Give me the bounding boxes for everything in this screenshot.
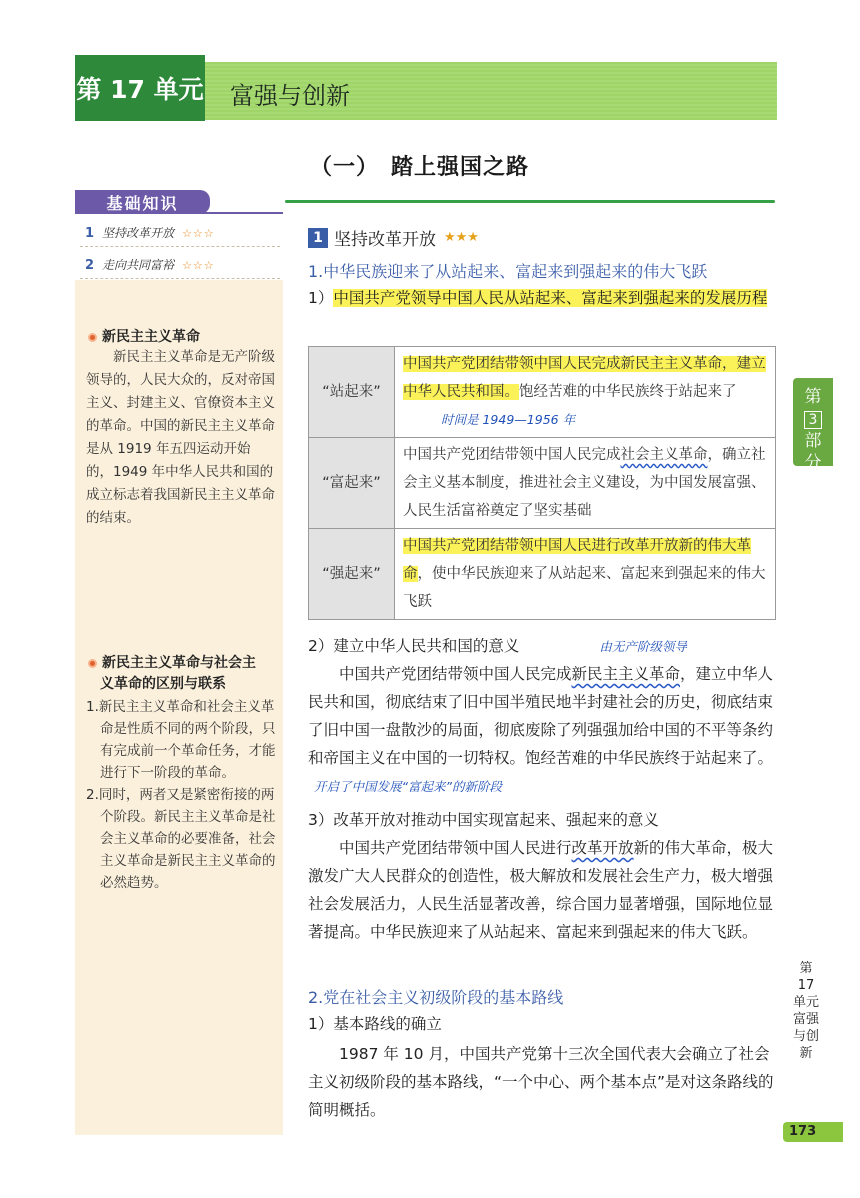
paragraph: 中国共产党团结带领中国人民完成新民主主义革命，建立中华人民共和国，彻底结束了旧中国半殖民地半封建社会的历史，彻底结束了旧中国一盘散沙的局面，彻底废除了列强强加给中国的不平等条约和帝国主义在中国的一切特权。饱经苦难的中华民族终于站起来了。开启了中国发展“富起来”的新阶段 xyxy=(308,665,774,794)
bullet-icon xyxy=(88,333,97,342)
unit-label: 第 17 单元 xyxy=(75,55,205,121)
table-row xyxy=(309,529,776,620)
row-header: “富起来” xyxy=(309,438,395,529)
note-text: 新民主主义革命是无产阶级领导的，人民大众的，反对帝国主义、封建主义、官僚资本主义的革命。中国的新民主主义革命是从 1919 年五四运动开始的，1949 年中华人民共和国的成立标志着我国新民主主义革命的结束。 xyxy=(86,349,275,526)
basics-tab: 基础知识 xyxy=(75,190,210,214)
basics-item-2: 2 走向共同富裕 ☆☆☆ xyxy=(85,258,215,273)
star-icon: ★★★ xyxy=(444,230,479,245)
unit-title: 富强与创新 xyxy=(230,82,350,110)
bullet-icon xyxy=(88,659,97,668)
knowledge-point-heading: 1 坚持改革开放 ★★★ xyxy=(308,225,479,250)
part-tab: 第 3 部 分 xyxy=(793,378,833,466)
table-row xyxy=(309,347,776,438)
development-table xyxy=(308,346,776,620)
row-header: “强起来” xyxy=(309,529,395,620)
section-title: （一） 踏上强国之路 xyxy=(310,155,530,180)
star-icon: ☆☆☆ xyxy=(182,259,215,272)
list-item: 1.新民主主义革命和社会主义革命是性质不同的两个阶段，只有完成前一个革命任务，才能进行下一阶段的革命。 xyxy=(86,699,276,781)
table-cell: 中国共产党团结带领中国人民完成新民主主义革命，建立中华人民共和国。饱经苦难的中华民族终于站起来了时间是 1949—1956 年 xyxy=(395,347,776,438)
page-number: 173 xyxy=(783,1122,843,1142)
basics-item-1: 1 坚持改革开放 ☆☆☆ xyxy=(85,226,215,241)
divider xyxy=(80,246,280,247)
paragraph: 1）中国共产党领导中国人民从站起来、富起来到强起来的发展历程 xyxy=(308,289,768,307)
list-item: 2.同时，两者又是紧密衔接的两个阶段。新民主主义革命是社会主义革命的必要准备，社会主义革命是新民主主义革命的必然趋势。 xyxy=(86,787,276,891)
heading-1: 2.党在社会主义初级阶段的基本路线 xyxy=(308,988,564,1007)
note-list xyxy=(86,696,276,894)
paragraph: 中国共产党团结带领中国人民进行改革开放新的伟大革命，极大激发广大人民群众的创造性，极大解放和发展社会生产力，极大增强社会发展活力，人民生活显著改善，综合国力显著增强，国际地位显著提高。中华民族迎来了从站起来、富起来到强起来的伟大飞跃。 xyxy=(308,839,774,941)
paragraph: 3）改革开放对推动中国实现富起来、强起来的意义 xyxy=(308,811,659,829)
table-cell: 中国共产党团结带领中国人民完成社会主义革命，确立社会主义基本制度，推进社会主义建设，为中国发展富强、人民生活富裕奠定了坚实基础 xyxy=(395,438,776,529)
handwritten-note: 时间是 1949—1956 年 xyxy=(441,412,576,427)
paragraph: 2）建立中华人民共和国的意义 由无产阶级领导 xyxy=(308,637,687,655)
note-title-new-democratic-revolution: 新民主主义革命 xyxy=(88,326,200,346)
paragraph: 1987 年 10 月，中国共产党第十三次全国代表大会确立了社会主义初级阶段的基本路线，“一个中心、两个基本点”是对这条路线的简明概括。 xyxy=(308,1045,774,1119)
handwritten-note: 开启了中国发展“富起来”的新阶段 xyxy=(314,779,502,794)
divider xyxy=(80,278,280,279)
section-rule xyxy=(285,200,775,203)
heading-1: 1.中华民族迎来了从站起来、富起来到强起来的伟大飞跃 xyxy=(308,262,708,281)
star-icon: ☆☆☆ xyxy=(182,227,215,240)
side-unit-label: 第17单元 富强与创新 xyxy=(793,961,833,1061)
note-title-difference: 新民主主义革命与社会主 义革命的区别与联系 xyxy=(88,653,278,695)
table-row xyxy=(309,438,776,529)
paragraph: 1）基本路线的确立 xyxy=(308,1015,442,1033)
table-cell: 中国共产党团结带领中国人民进行改革开放新的伟大革命，使中华民族迎来了从站起来、富起来到强起来的伟大飞跃 xyxy=(395,529,776,620)
row-header: “站起来” xyxy=(309,347,395,438)
handwritten-note: 由无产阶级领导 xyxy=(599,639,687,654)
